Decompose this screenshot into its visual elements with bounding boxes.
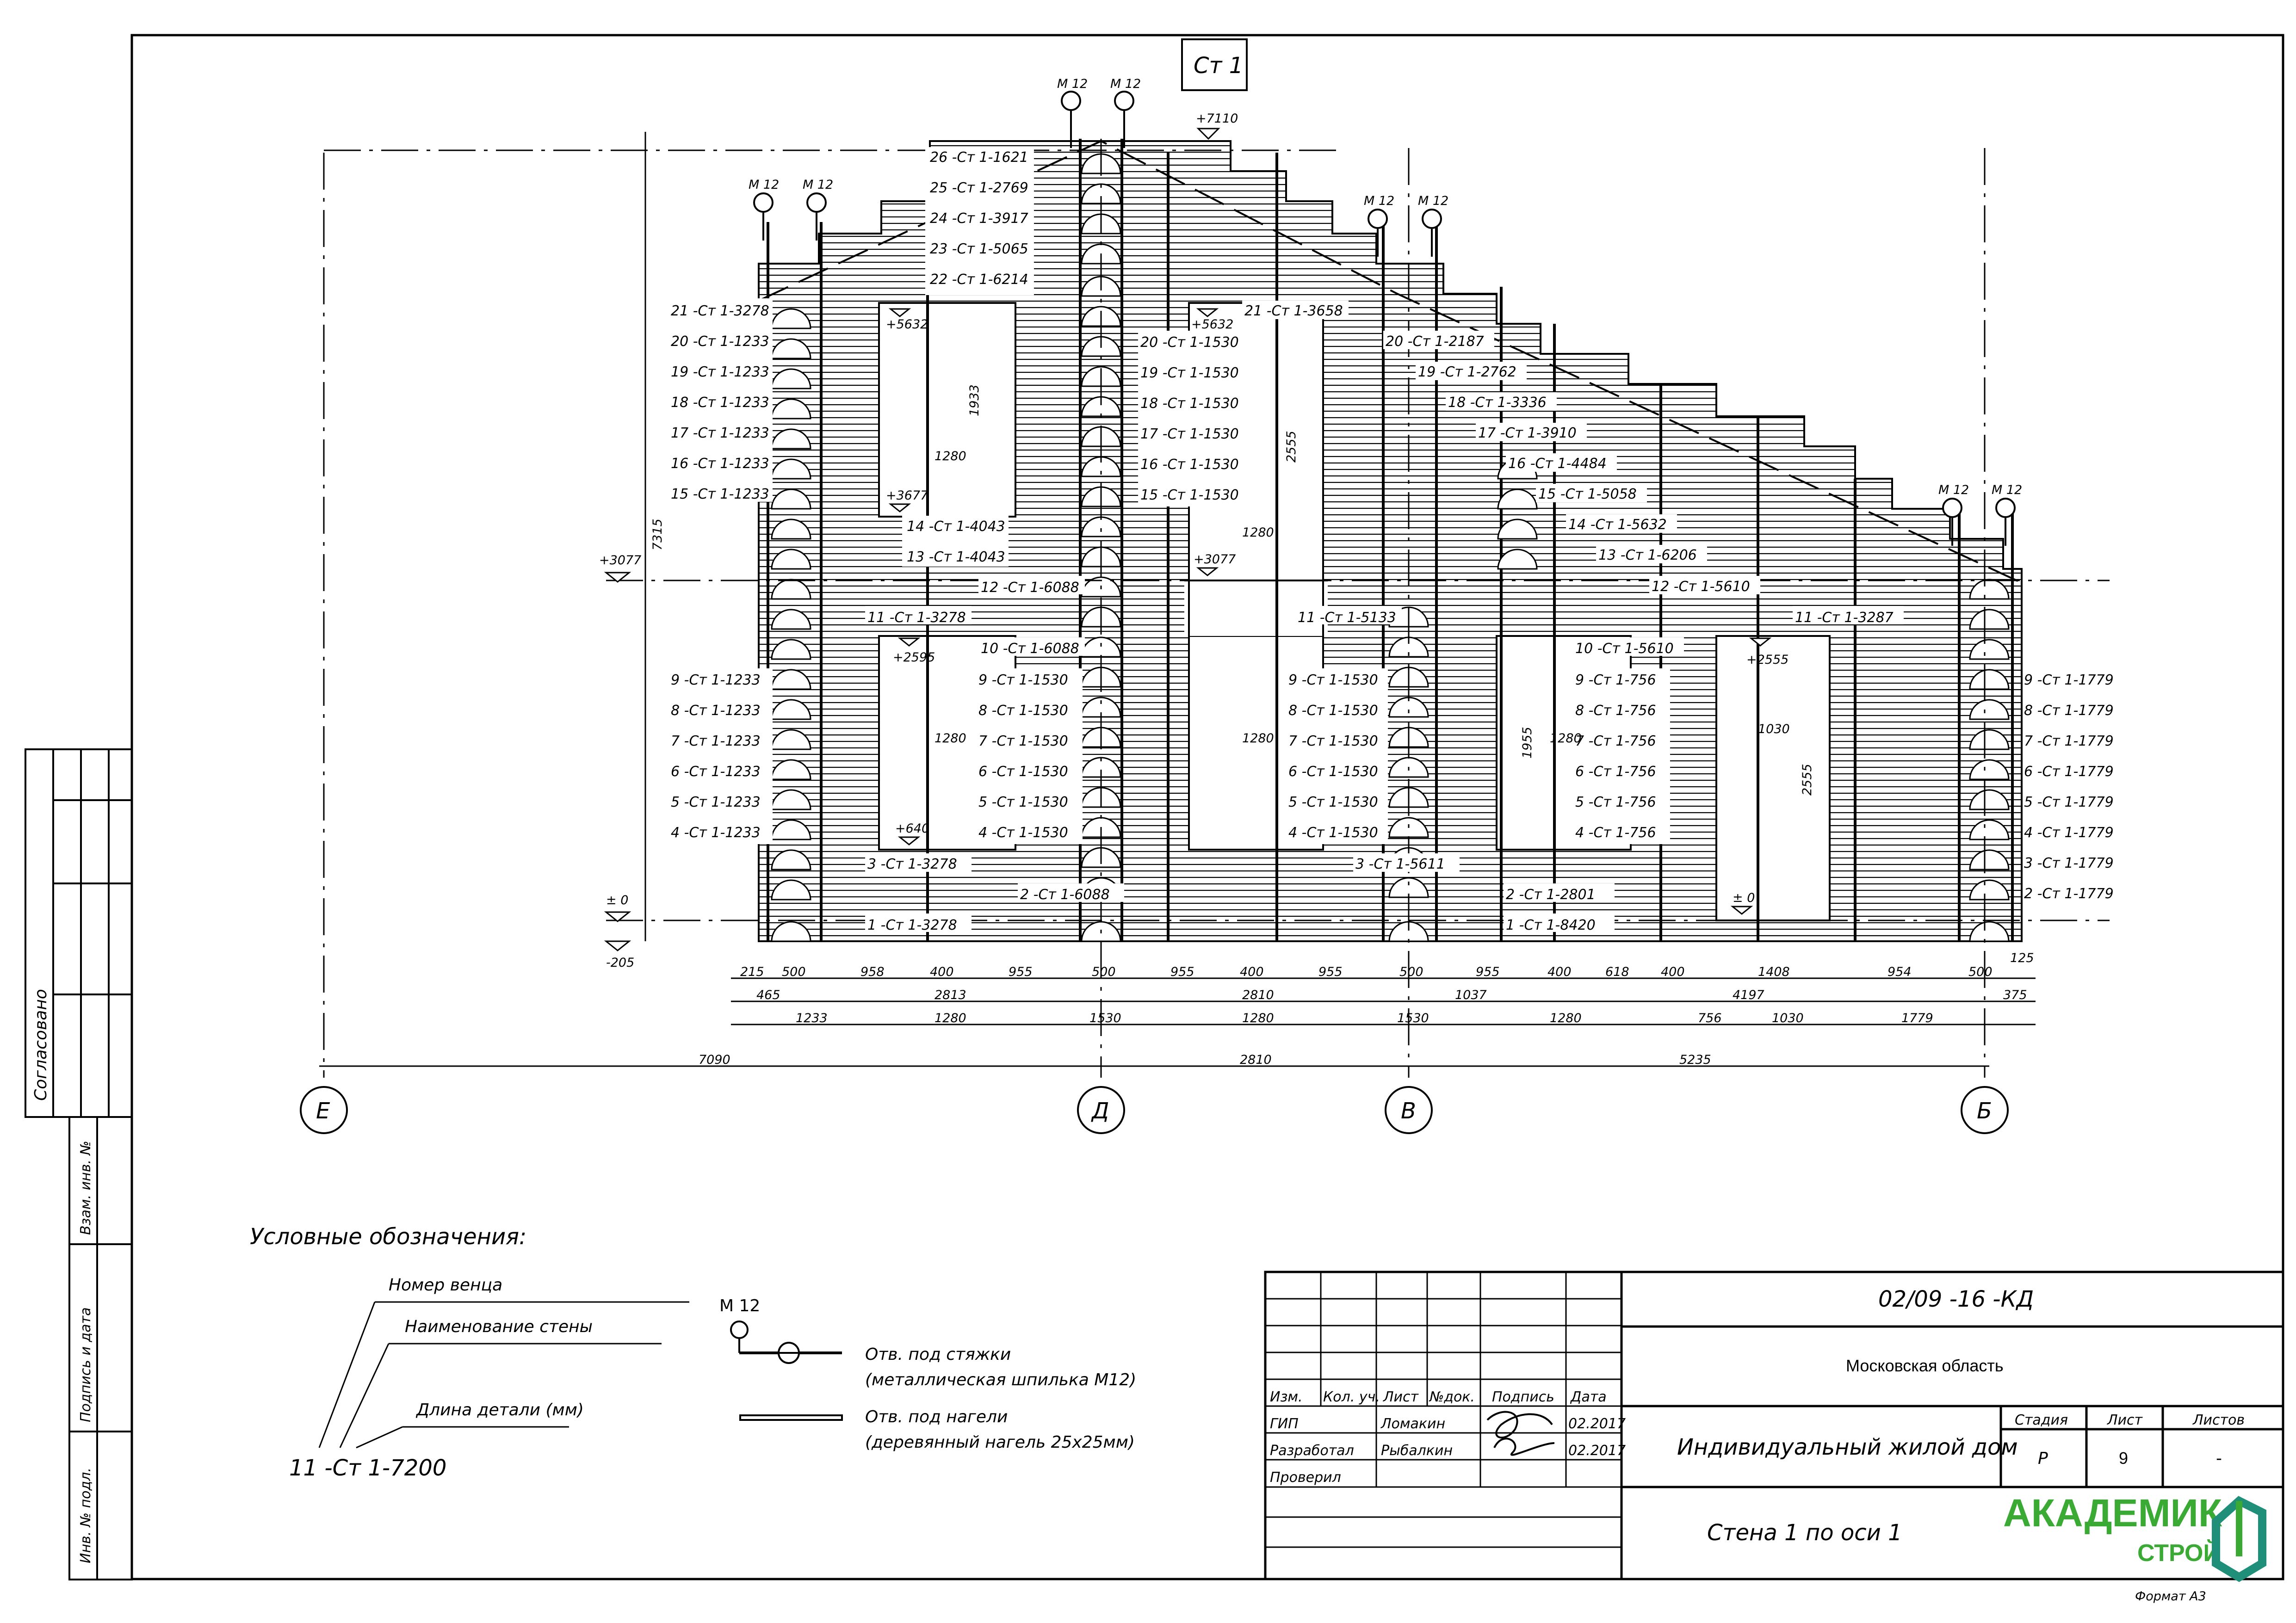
- svg-text:(металлическая шпилька М12): (металлическая шпилька М12): [865, 1370, 1137, 1389]
- course-labels-left: [666, 298, 773, 844]
- bolt-label: М 12: [1938, 483, 1969, 497]
- svg-text:1280: 1280: [934, 449, 966, 463]
- svg-text:Длина детали (мм): Длина детали (мм): [416, 1401, 584, 1419]
- svg-text:4 -Ст 1-756: 4 -Ст 1-756: [1575, 825, 1656, 841]
- svg-text:215: 215: [740, 965, 764, 979]
- svg-text:5 -Ст 1-1530: 5 -Ст 1-1530: [1288, 794, 1378, 810]
- svg-text:9 -Ст 1-1530: 9 -Ст 1-1530: [978, 672, 1068, 688]
- svg-text:(деревянный нагель 25х25мм): (деревянный нагель 25х25мм): [865, 1433, 1135, 1452]
- format-label: Формат А3: [2135, 1589, 2206, 1604]
- svg-text:16 -Ст 1-1530: 16 -Ст 1-1530: [1140, 457, 1239, 473]
- dims-row-1: [740, 951, 2034, 979]
- svg-text:4 -Ст 1-1233: 4 -Ст 1-1233: [671, 825, 761, 841]
- svg-text:5 -Ст 1-1233: 5 -Ст 1-1233: [671, 794, 761, 810]
- svg-text:1030: 1030: [1758, 722, 1790, 736]
- sheet-title: Ст 1: [1194, 53, 1244, 79]
- svg-text:4 -Ст 1-1530: 4 -Ст 1-1530: [1288, 825, 1378, 841]
- svg-text:Рыбалкин: Рыбалкин: [1381, 1443, 1453, 1459]
- svg-text:± 0: ± 0: [1733, 891, 1755, 905]
- svg-text:1280: 1280: [1550, 1011, 1582, 1025]
- tb-sheet-name: Стена 1 по оси 1: [1707, 1520, 1902, 1546]
- svg-text:Разработал: Разработал: [1270, 1443, 1354, 1459]
- svg-text:2 -Ст 1-2801: 2 -Ст 1-2801: [1506, 887, 1596, 903]
- course-labels-gable: [925, 147, 1034, 295]
- svg-text:22 -Ст 1-6214: 22 -Ст 1-6214: [930, 272, 1028, 288]
- svg-text:Лист: Лист: [2107, 1412, 2143, 1428]
- svg-text:465: 465: [756, 988, 780, 1002]
- svg-text:2555: 2555: [1800, 764, 1814, 796]
- svg-text:13 -Ст 1-4043: 13 -Ст 1-4043: [907, 549, 1005, 565]
- side-inv-orig: Инв. № подл.: [78, 1468, 94, 1563]
- svg-text:+2555: +2555: [1746, 653, 1789, 667]
- svg-text:15 -Ст 1-1233: 15 -Ст 1-1233: [671, 486, 769, 502]
- svg-text:Кол. уч.: Кол. уч.: [1323, 1389, 1380, 1405]
- svg-text:26 -Ст 1-1621: 26 -Ст 1-1621: [930, 149, 1028, 166]
- elev-top: +7110: [1196, 111, 1238, 126]
- svg-text:+5632: +5632: [886, 317, 928, 332]
- svg-text:125: 125: [2010, 951, 2034, 965]
- svg-text:618: 618: [1605, 965, 1629, 979]
- svg-text:17 -Ст 1-3910: 17 -Ст 1-3910: [1478, 425, 1577, 441]
- svg-text:3 -Ст 1-3278: 3 -Ст 1-3278: [867, 856, 957, 872]
- svg-text:1530: 1530: [1089, 1011, 1121, 1025]
- svg-text:7 -Ст 1-1233: 7 -Ст 1-1233: [671, 733, 761, 749]
- side-sign-date: Подпись и дата: [78, 1307, 94, 1422]
- svg-text:400: 400: [1547, 965, 1572, 979]
- svg-text:500: 500: [1968, 965, 1993, 979]
- svg-text:1530: 1530: [1397, 1011, 1429, 1025]
- svg-text:7 -Ст 1-1530: 7 -Ст 1-1530: [1288, 733, 1378, 749]
- svg-text:13 -Ст 1-6206: 13 -Ст 1-6206: [1598, 547, 1697, 563]
- svg-text:1280: 1280: [934, 731, 966, 746]
- window-1: [879, 303, 1015, 517]
- svg-text:+640: +640: [895, 821, 930, 836]
- svg-text:14 -Ст 1-4043: 14 -Ст 1-4043: [907, 518, 1005, 535]
- tb-object: Индивидуальный жилой дом: [1677, 1434, 2018, 1460]
- svg-text:400: 400: [1240, 965, 1264, 979]
- svg-text:15 -Ст 1-5058: 15 -Ст 1-5058: [1538, 486, 1637, 502]
- company-logo: [2003, 1491, 2262, 1577]
- svg-text:Ломакин: Ломакин: [1381, 1416, 1446, 1432]
- svg-text:Отв. под нагели: Отв. под нагели: [865, 1407, 1008, 1426]
- svg-text:1933: 1933: [967, 384, 982, 416]
- legend: [250, 1224, 1136, 1481]
- svg-text:10 -Ст 1-6088: 10 -Ст 1-6088: [981, 641, 1079, 657]
- svg-text:19 -Ст 1-2762: 19 -Ст 1-2762: [1418, 364, 1516, 380]
- svg-text:ГИП: ГИП: [1270, 1416, 1299, 1432]
- svg-text:Р: Р: [2038, 1449, 2048, 1468]
- svg-text:6 -Ст 1-756: 6 -Ст 1-756: [1575, 764, 1656, 780]
- svg-text:6 -Ст 1-1530: 6 -Ст 1-1530: [978, 764, 1068, 780]
- svg-text:Подпись: Подпись: [1492, 1389, 1554, 1405]
- bolt-label: М 12: [749, 178, 780, 192]
- svg-text:375: 375: [2003, 988, 2027, 1002]
- svg-text:Дата: Дата: [1571, 1389, 1607, 1405]
- svg-text:19 -Ст 1-1233: 19 -Ст 1-1233: [671, 364, 769, 380]
- svg-text:1280: 1280: [1242, 731, 1274, 746]
- svg-text:20 -Ст 1-1530: 20 -Ст 1-1530: [1140, 334, 1239, 351]
- svg-text:23 -Ст 1-5065: 23 -Ст 1-5065: [930, 241, 1028, 257]
- svg-text:12 -Ст 1-5610: 12 -Ст 1-5610: [1652, 579, 1750, 595]
- svg-text:12 -Ст 1-6088: 12 -Ст 1-6088: [981, 580, 1079, 596]
- svg-text:955: 955: [1476, 965, 1500, 979]
- elev-bottom: -205: [606, 956, 635, 970]
- svg-text:2 -Ст 1-1779: 2 -Ст 1-1779: [2024, 886, 2114, 902]
- svg-text:16 -Ст 1-1233: 16 -Ст 1-1233: [671, 456, 769, 472]
- axis-label-b: Б: [1977, 1098, 1992, 1124]
- axis-bubbles: [301, 1087, 2008, 1133]
- svg-text:1280: 1280: [934, 1011, 966, 1025]
- dims-axes: [699, 1053, 1711, 1067]
- svg-text:Листов: Листов: [2193, 1412, 2245, 1428]
- svg-text:954: 954: [1888, 965, 1912, 979]
- svg-text:16 -Ст 1-4484: 16 -Ст 1-4484: [1508, 456, 1607, 472]
- svg-text:АКАДЕМИК: АКАДЕМИК: [2003, 1491, 2222, 1535]
- svg-text:8 -Ст 1-1779: 8 -Ст 1-1779: [2024, 703, 2114, 719]
- svg-text:500: 500: [1399, 965, 1423, 979]
- dims-row-3: [796, 1011, 1933, 1025]
- bolt-label: М 12: [1992, 483, 2023, 497]
- bolt-label: М 12: [1418, 194, 1449, 208]
- svg-text:2810: 2810: [1242, 988, 1274, 1002]
- svg-text:Стадия: Стадия: [2015, 1412, 2068, 1428]
- svg-text:9 -Ст 1-756: 9 -Ст 1-756: [1575, 672, 1656, 688]
- tb-code: 02/09 -16 -КД: [1878, 1286, 2034, 1312]
- svg-text:+5632: +5632: [1191, 317, 1234, 332]
- axis-label-v: В: [1401, 1098, 1416, 1124]
- svg-text:8 -Ст 1-756: 8 -Ст 1-756: [1575, 703, 1656, 719]
- svg-text:6 -Ст 1-1779: 6 -Ст 1-1779: [2024, 764, 2114, 780]
- svg-text:7 -Ст 1-756: 7 -Ст 1-756: [1575, 733, 1656, 749]
- bolt-label: М 12: [1110, 77, 1141, 91]
- svg-text:17 -Ст 1-1233: 17 -Ст 1-1233: [671, 425, 769, 441]
- side-agreed: Согласовано: [31, 989, 50, 1101]
- side-inv-replace: Взам. инв. №: [78, 1141, 94, 1235]
- svg-text:18 -Ст 1-1233: 18 -Ст 1-1233: [671, 395, 769, 411]
- svg-text:2 -Ст 1-6088: 2 -Ст 1-6088: [1020, 887, 1110, 903]
- svg-text:Отв. под стяжки: Отв. под стяжки: [865, 1345, 1011, 1364]
- svg-text:1955: 1955: [1520, 727, 1535, 759]
- svg-text:2810: 2810: [1240, 1053, 1272, 1067]
- svg-text:4 -Ст 1-1779: 4 -Ст 1-1779: [2024, 825, 2114, 841]
- svg-text:400: 400: [1661, 965, 1685, 979]
- svg-text:14 -Ст 1-5632: 14 -Ст 1-5632: [1568, 517, 1667, 533]
- svg-text:Проверил: Проверил: [1270, 1469, 1341, 1486]
- tb-region: Московская область: [1846, 1356, 2004, 1375]
- svg-text:3 -Ст 1-1779: 3 -Ст 1-1779: [2024, 855, 2114, 871]
- bolt-label: М 12: [803, 178, 834, 192]
- svg-text:11 -Ст 1-7200: 11 -Ст 1-7200: [289, 1455, 447, 1481]
- svg-text:24 -Ст 1-3917: 24 -Ст 1-3917: [930, 210, 1028, 227]
- bolt-label: М 12: [1057, 77, 1088, 91]
- svg-text:4 -Ст 1-1530: 4 -Ст 1-1530: [978, 825, 1068, 841]
- svg-text:1280: 1280: [1550, 731, 1582, 746]
- svg-text:11 -Ст 1-3278: 11 -Ст 1-3278: [867, 610, 966, 626]
- svg-text:955: 955: [1170, 965, 1194, 979]
- svg-text:1233: 1233: [796, 1011, 828, 1025]
- svg-text:СТРОЙ: СТРОЙ: [2137, 1540, 2221, 1567]
- svg-text:2555: 2555: [1284, 431, 1299, 463]
- axis-label-d: Д: [1092, 1098, 1109, 1124]
- svg-text:500: 500: [782, 965, 806, 979]
- svg-text:958: 958: [860, 965, 885, 979]
- svg-text:500: 500: [1092, 965, 1116, 979]
- svg-text:7 -Ст 1-1779: 7 -Ст 1-1779: [2024, 733, 2114, 749]
- svg-text:9 -Ст 1-1530: 9 -Ст 1-1530: [1288, 672, 1378, 688]
- svg-text:7090: 7090: [699, 1053, 730, 1067]
- svg-text:Лист: Лист: [1383, 1389, 1419, 1405]
- svg-text:5 -Ст 1-1530: 5 -Ст 1-1530: [978, 794, 1068, 810]
- svg-text:21 -Ст 1-3658: 21 -Ст 1-3658: [1244, 303, 1343, 319]
- svg-text:6 -Ст 1-1233: 6 -Ст 1-1233: [671, 764, 761, 780]
- svg-text:955: 955: [1009, 965, 1033, 979]
- svg-text:20 -Ст 1-2187: 20 -Ст 1-2187: [1386, 333, 1484, 350]
- dim-height-total: 7315: [650, 518, 665, 550]
- svg-text:2813: 2813: [934, 988, 966, 1002]
- svg-text:+2595: +2595: [893, 650, 935, 665]
- svg-text:400: 400: [930, 965, 954, 979]
- svg-text:4197: 4197: [1733, 988, 1764, 1002]
- svg-text:5 -Ст 1-1779: 5 -Ст 1-1779: [2024, 794, 2114, 810]
- svg-text:9 -Ст 1-1233: 9 -Ст 1-1233: [671, 672, 761, 688]
- svg-text:-: -: [2216, 1449, 2222, 1468]
- svg-text:11 -Ст 1-5133: 11 -Ст 1-5133: [1298, 610, 1396, 626]
- svg-text:11 -Ст 1-3287: 11 -Ст 1-3287: [1795, 610, 1894, 626]
- svg-text:5 -Ст 1-756: 5 -Ст 1-756: [1575, 794, 1656, 810]
- svg-text:3 -Ст 1-5611: 3 -Ст 1-5611: [1355, 856, 1445, 872]
- svg-text:20 -Ст 1-1233: 20 -Ст 1-1233: [671, 333, 769, 350]
- svg-text:9: 9: [2119, 1449, 2129, 1468]
- svg-text:Наименование стены: Наименование стены: [405, 1317, 593, 1336]
- svg-text:8 -Ст 1-1530: 8 -Ст 1-1530: [978, 703, 1068, 719]
- axis-label-e: Е: [316, 1098, 330, 1124]
- svg-text:+3077: +3077: [1194, 552, 1236, 567]
- svg-text:8 -Ст 1-1530: 8 -Ст 1-1530: [1288, 703, 1378, 719]
- svg-text:02.2017: 02.2017: [1568, 1416, 1626, 1432]
- svg-text:+3677: +3677: [886, 488, 928, 503]
- svg-text:21 -Ст 1-3278: 21 -Ст 1-3278: [671, 303, 769, 319]
- svg-text:М 12: М 12: [719, 1296, 761, 1315]
- svg-text:15 -Ст 1-1530: 15 -Ст 1-1530: [1140, 487, 1239, 503]
- svg-text:17 -Ст 1-1530: 17 -Ст 1-1530: [1140, 426, 1239, 442]
- svg-text:7 -Ст 1-1530: 7 -Ст 1-1530: [978, 733, 1068, 749]
- svg-text:1779: 1779: [1901, 1011, 1933, 1025]
- dims-row-2: [756, 988, 2027, 1002]
- svg-text:Изм.: Изм.: [1270, 1389, 1303, 1405]
- svg-text:Номер венца: Номер венца: [389, 1276, 503, 1295]
- svg-text:18 -Ст 1-1530: 18 -Ст 1-1530: [1140, 395, 1239, 412]
- svg-text:1 -Ст 1-3278: 1 -Ст 1-3278: [867, 917, 957, 933]
- svg-text:1037: 1037: [1455, 988, 1487, 1002]
- svg-text:1030: 1030: [1772, 1011, 1804, 1025]
- elev-mid: +3077: [599, 553, 642, 568]
- svg-text:02.2017: 02.2017: [1568, 1443, 1626, 1459]
- svg-text:5235: 5235: [1679, 1053, 1711, 1067]
- svg-text:19 -Ст 1-1530: 19 -Ст 1-1530: [1140, 365, 1239, 381]
- svg-text:1280: 1280: [1242, 525, 1274, 540]
- svg-text:Условные обозначения:: Условные обозначения:: [250, 1224, 527, 1250]
- svg-text:1 -Ст 1-8420: 1 -Ст 1-8420: [1506, 917, 1596, 933]
- svg-text:955: 955: [1318, 965, 1343, 979]
- svg-text:8 -Ст 1-1233: 8 -Ст 1-1233: [671, 703, 761, 719]
- svg-text:756: 756: [1698, 1011, 1722, 1025]
- svg-text:1408: 1408: [1758, 965, 1790, 979]
- svg-text:25 -Ст 1-2769: 25 -Ст 1-2769: [930, 180, 1028, 196]
- svg-text:9 -Ст 1-1779: 9 -Ст 1-1779: [2024, 672, 2114, 688]
- svg-text:6 -Ст 1-1530: 6 -Ст 1-1530: [1288, 764, 1378, 780]
- svg-text:№док.: №док.: [1430, 1389, 1475, 1405]
- bolt-label: М 12: [1364, 194, 1395, 208]
- svg-text:1280: 1280: [1242, 1011, 1274, 1025]
- svg-text:18 -Ст 1-3336: 18 -Ст 1-3336: [1448, 395, 1547, 411]
- elev-zero: ± 0: [606, 893, 629, 907]
- svg-text:10 -Ст 1-5610: 10 -Ст 1-5610: [1575, 641, 1674, 657]
